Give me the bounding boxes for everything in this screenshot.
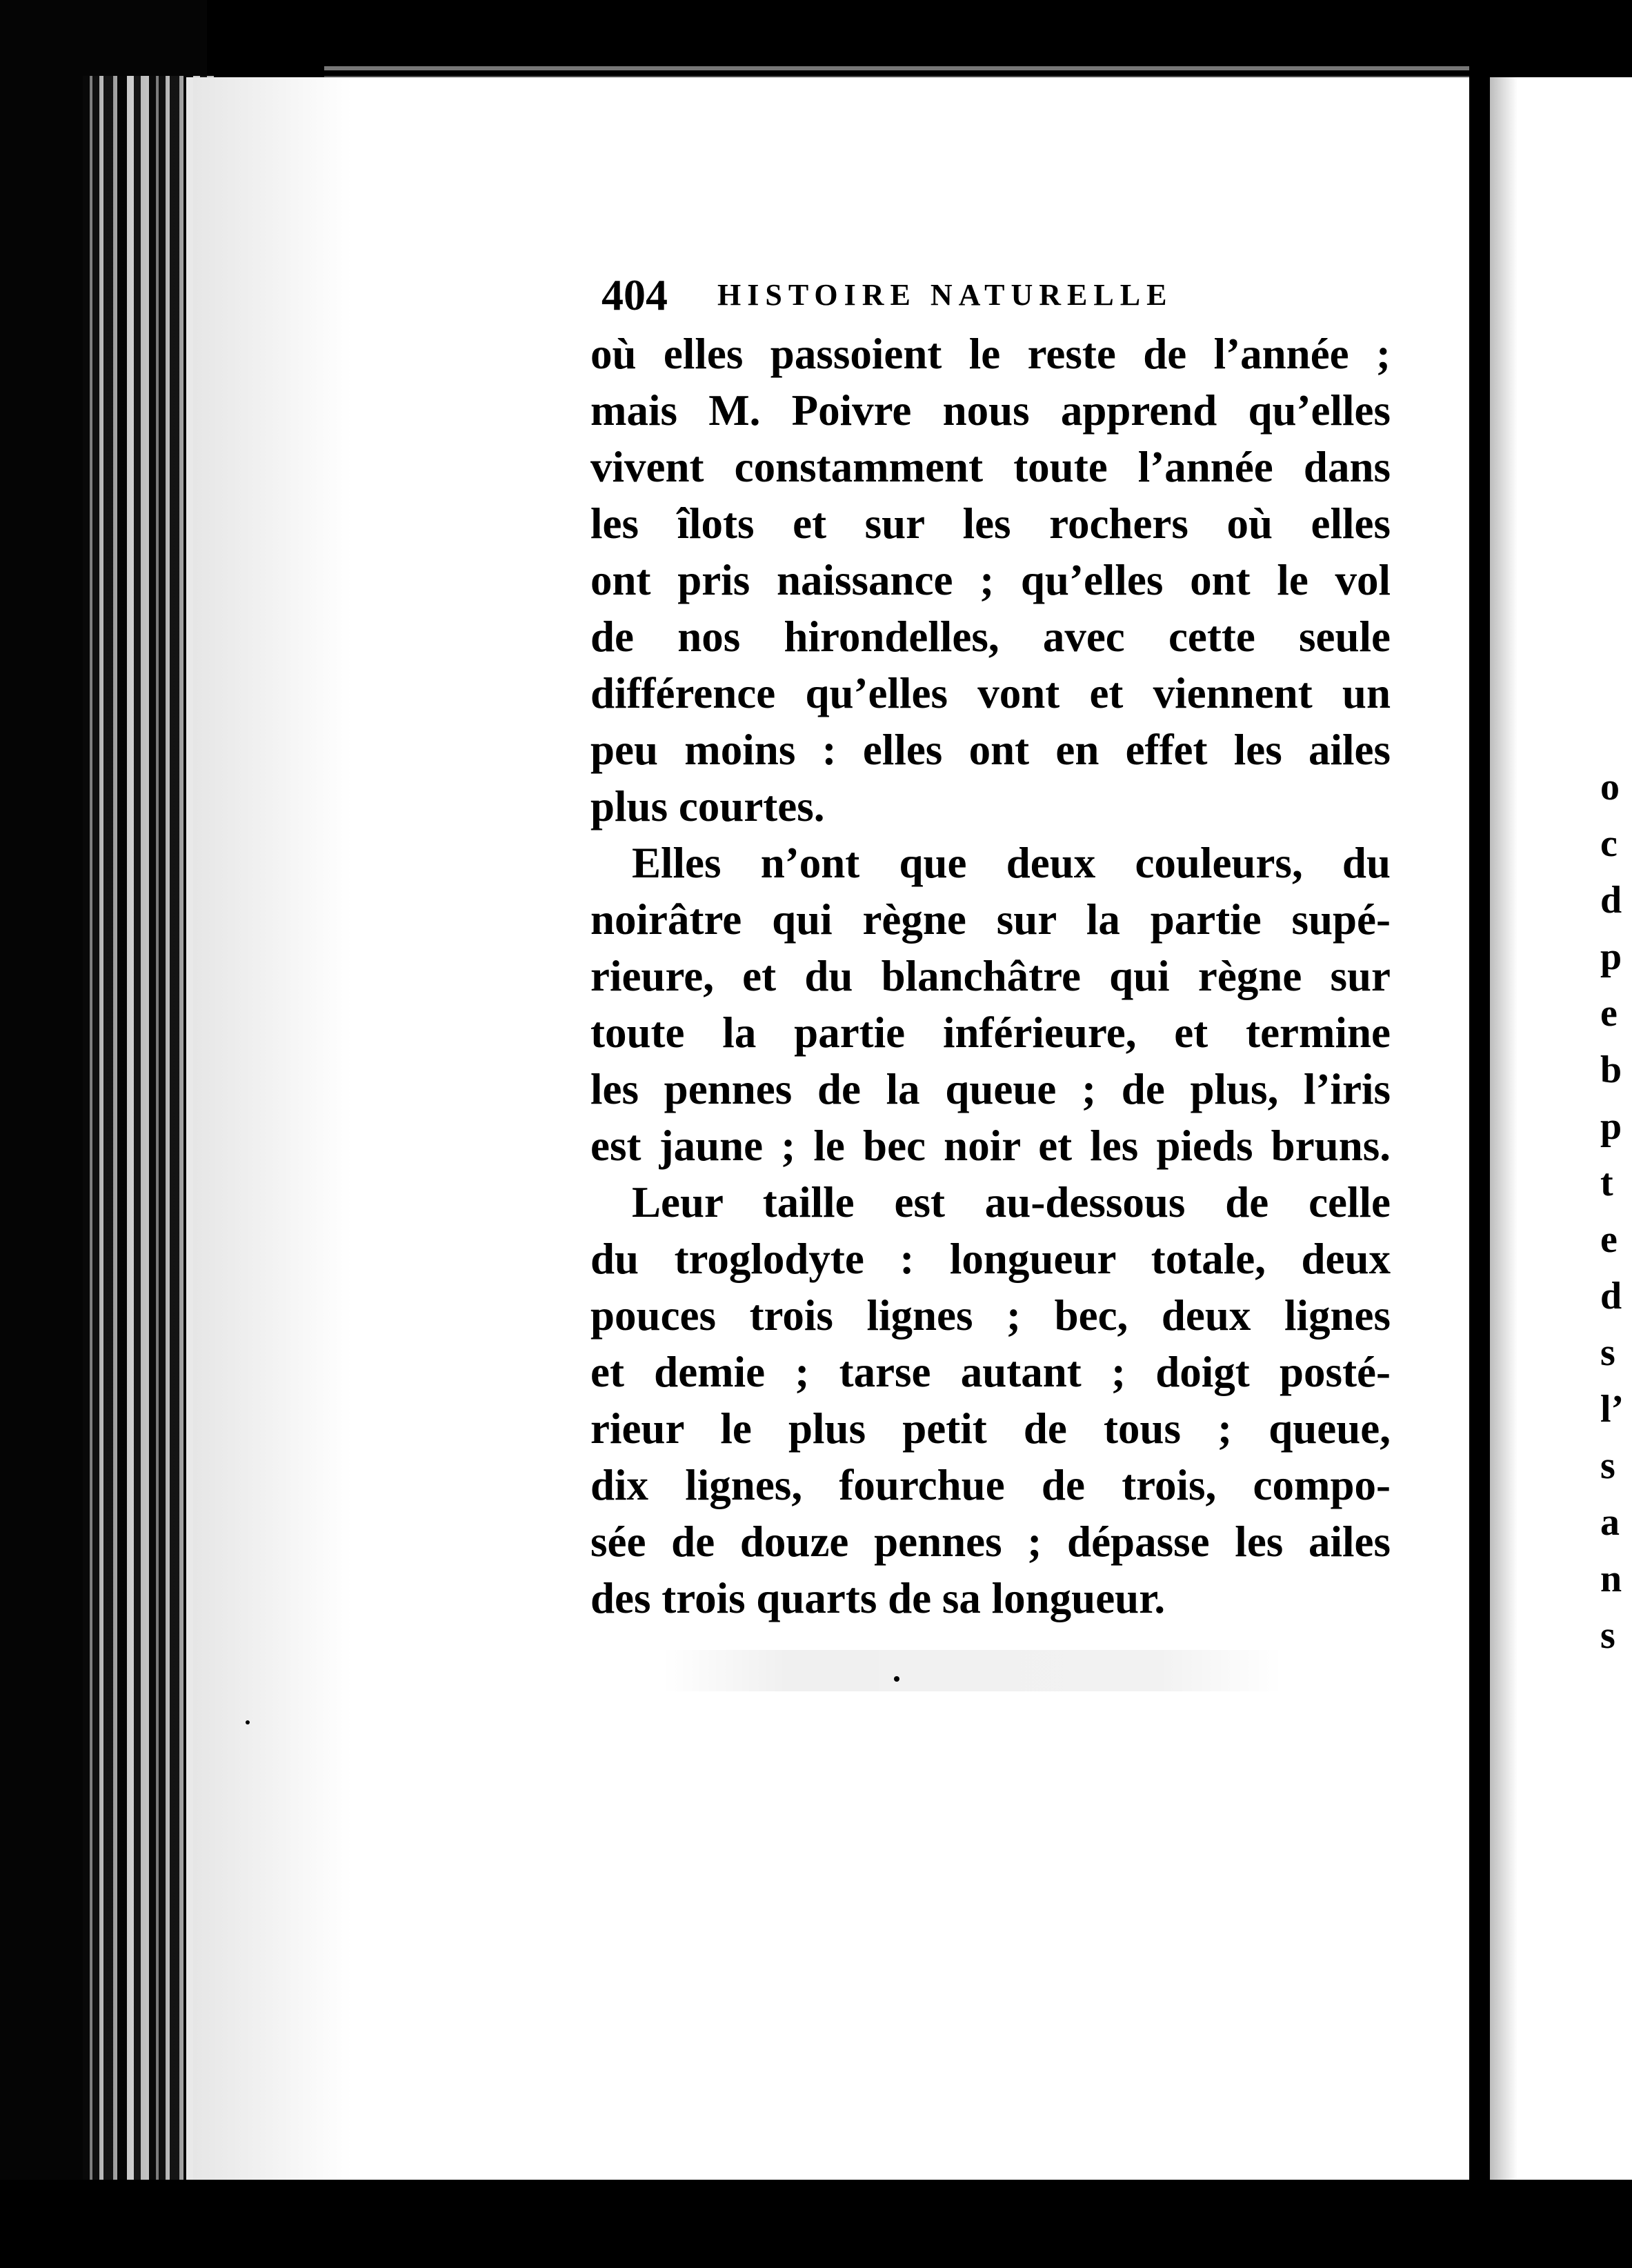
facing-letter: l’ (1600, 1388, 1624, 1431)
facing-letter: e (1600, 992, 1618, 1035)
top-rule-line (324, 66, 1469, 70)
facing-letter: c (1600, 822, 1618, 865)
text-line: ont pris naissance ; qu’elles ont le vol (590, 556, 1391, 604)
text-line: sée de douze pennes ; dépasse les ailes (590, 1518, 1391, 1566)
facing-letter: n (1600, 1558, 1622, 1600)
bleed-through-shadow (662, 1650, 1283, 1691)
text-line: et demie ; tarse autant ; doigt posté- (590, 1348, 1391, 1396)
text-line: pouces trois lignes ; bec, deux lignes (590, 1291, 1391, 1340)
text-line: de nos hirondelles, avec cette seule (590, 613, 1391, 661)
text-line: Leur taille est au-dessous de celle (632, 1178, 1391, 1226)
facing-letter: d (1600, 879, 1622, 922)
facing-letter: p (1600, 1105, 1622, 1148)
running-head (601, 268, 1291, 323)
page-number: 404 (601, 270, 668, 319)
running-title: HISTOIRE NATURELLE (717, 278, 1173, 312)
page-spine-divider (1469, 77, 1490, 2202)
text-line: du troglodyte : longueur totale, deux (590, 1235, 1391, 1283)
text-line: plus courtes. (590, 782, 825, 830)
facing-letter: s (1600, 1331, 1615, 1374)
text-line: les pennes de la queue ; de plus, l’iris (590, 1065, 1391, 1113)
top-rule-line-secondary (324, 76, 1469, 78)
facing-letter: o (1600, 766, 1620, 808)
text-line: les îlots et sur les rochers où elles (590, 499, 1391, 548)
text-line: est jaune ; le bec noir et les pieds bruns. (590, 1122, 1391, 1170)
facing-letter: b (1600, 1048, 1622, 1091)
body-text (590, 326, 1391, 1627)
facing-page-shading (1490, 77, 1517, 2216)
text-line: rieur le plus petit de tous ; queue, (590, 1404, 1391, 1453)
text-line: toute la partie inférieure, et termine (590, 1008, 1391, 1057)
text-line: peu moins : elles ont en effet les ailes (590, 726, 1391, 774)
text-line: mais M. Poivre nous apprend qu’elles (590, 386, 1391, 435)
facing-letter: a (1600, 1501, 1620, 1544)
facing-letter: d (1600, 1275, 1622, 1317)
text-line: rieure, et du blanchâtre qui règne sur (590, 952, 1391, 1000)
facing-page-letters (1600, 759, 1632, 1664)
facing-letter: p (1600, 935, 1622, 978)
page-gutter-shading (193, 77, 352, 2181)
text-line: différence qu’elles vont et viennent un (590, 669, 1391, 717)
text-line: vivent constamment toute l’année dans (590, 443, 1391, 491)
ink-speck (894, 1676, 899, 1682)
facing-letter: s (1600, 1614, 1615, 1657)
facing-letter: s (1600, 1444, 1615, 1487)
bottom-scan-border (0, 2180, 1632, 2268)
ink-speck (246, 1720, 250, 1724)
text-line: dix lignes, fourchue de trois, compo- (590, 1461, 1391, 1509)
text-line: où elles passoient le reste de l’année ; (590, 330, 1391, 378)
facing-letter: t (1600, 1162, 1613, 1204)
facing-letter: e (1600, 1218, 1618, 1261)
text-line: noirâtre qui règne sur la partie supé- (590, 895, 1391, 944)
text-line: Elles n’ont que deux couleurs, du (632, 839, 1391, 887)
text-line: des trois quarts de sa longueur. (590, 1574, 1166, 1622)
